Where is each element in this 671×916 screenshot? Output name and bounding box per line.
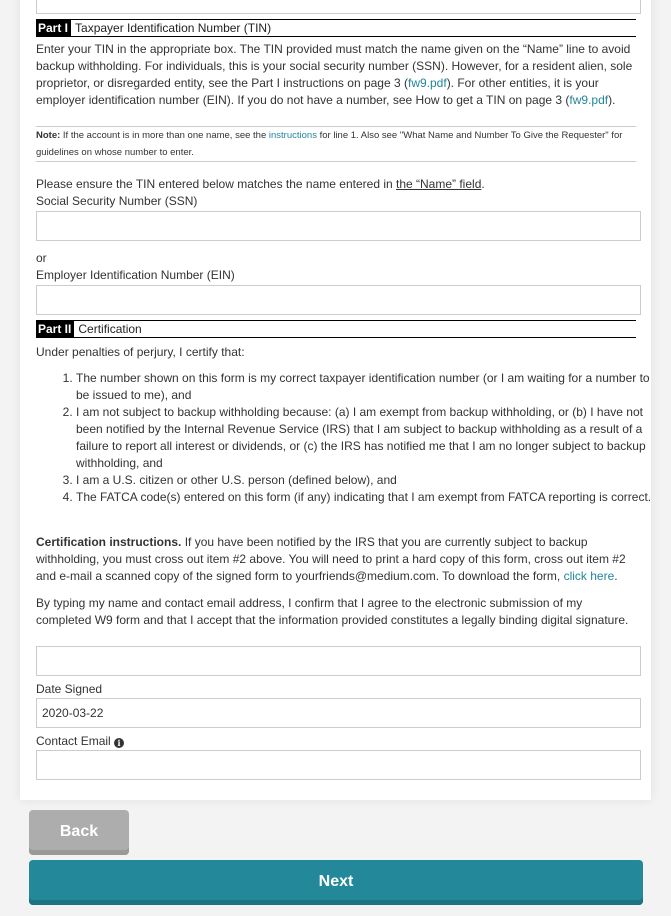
certification-item: 3. I am a U.S. citizen or other U.S. person (defined below), and — [76, 472, 666, 489]
previous-field-input[interactable] — [36, 0, 641, 14]
ein-label: Employer Identification Number (EIN) — [36, 268, 235, 282]
certification-item: 1. The number shown on this form is my correct taxpayer identification number (or I am waiting for a number to be issued to me), and — [76, 370, 666, 404]
certification-instructions-end: . — [614, 569, 618, 583]
certification-instructions-heading: Certification instructions. — [36, 535, 182, 549]
part1-intro-text-c: ). — [608, 93, 616, 107]
perjury-intro: Under penalties of perjury, I certify that: — [36, 345, 245, 359]
fw9-pdf-link-2[interactable]: fw9.pdf — [569, 93, 609, 107]
ein-input[interactable] — [36, 285, 641, 315]
part2-tag: Part II — [36, 321, 74, 337]
certification-item: 2. I am not subject to backup withholding because: (a) I am exempt from backup withholding, or (b) I have not been notified by the Internal Revenue Service (IRS) that I am subject to backup withholding as a result of a failure to report all interest or dividends, or (c) the IRS has notified me that I am no longer subject to backup withholding, and — [76, 404, 666, 472]
note-text-b: for line 1. Also see "What Name and Number To Give the Requester" for guidelines on whose number to enter. — [36, 130, 623, 158]
part2-header — [36, 320, 636, 338]
part1-intro-text-a: Enter your TIN in the appropriate box. The TIN provided must match the name given on the “Name” line to avoid backup withholding. For individuals, this is your social security number (SSN). However, for a resident alien, sole proprietor, or disregarded entity, see the Part I instructions on page 3 ( — [36, 42, 633, 90]
info-icon[interactable]: i — [114, 738, 124, 748]
ensure-text-a: Please ensure the TIN entered below matches the name entered in — [36, 177, 396, 191]
certification-instructions — [36, 534, 636, 585]
ensure-text — [36, 176, 636, 193]
form-card — [20, 0, 651, 800]
fw9-pdf-link-1[interactable]: fw9.pdf — [407, 76, 447, 90]
contact-email-input[interactable] — [36, 750, 641, 780]
part1-intro-text-b: ). For other entities, it is your employer identification number (EIN). If you do not have a number, see How to get a TIN on page 3 ( — [36, 76, 599, 107]
contact-email-label-row — [36, 734, 124, 748]
part1-intro — [36, 41, 636, 109]
ensure-text-b: . — [481, 177, 485, 191]
download-form-link[interactable]: click here — [563, 569, 615, 583]
certification-instructions-text: If you have been notified by the IRS that you are currently subject to backup withholding, you must cross out item #2 above. You will need to print a hard copy of this form, cross out item #2 and e-mail a scanned copy of the signed form to yourfriends@medium.com. To download the form, — [36, 535, 626, 583]
next-button[interactable]: Next — [29, 860, 643, 905]
name-field-link[interactable]: the “Name” field — [396, 177, 482, 191]
note-text-a: If the account is in more than one name, see the — [60, 130, 269, 141]
part1-tag: Part I — [36, 20, 71, 36]
or-text: or — [36, 251, 47, 265]
back-button[interactable]: Back — [29, 810, 129, 855]
note-box — [36, 126, 636, 162]
contact-email-label: Contact Email — [36, 734, 111, 748]
consent-text: By typing my name and contact email address, I confirm that I agree to the electronic submission of my completed W9 form and that I accept that the information provided constitutes a legally binding digital signature. — [36, 596, 629, 627]
part2-title: Certification — [78, 322, 142, 336]
note-label: Note: — [36, 130, 61, 141]
ssn-input[interactable] — [36, 211, 641, 241]
part1-header — [36, 19, 636, 37]
date-signed-label: Date Signed — [36, 682, 103, 696]
date-signed-input[interactable] — [36, 698, 641, 728]
signature-input[interactable] — [36, 646, 641, 676]
certification-list — [36, 370, 666, 506]
ssn-label: Social Security Number (SSN) — [36, 194, 198, 208]
instructions-link[interactable]: instructions — [268, 130, 317, 141]
certification-item: 4. The FATCA code(s) entered on this form (if any) indicating that I am exempt from FATCA reporting is correct. — [76, 489, 666, 506]
part1-title: Taxpayer Identification Number (TIN) — [75, 21, 272, 35]
